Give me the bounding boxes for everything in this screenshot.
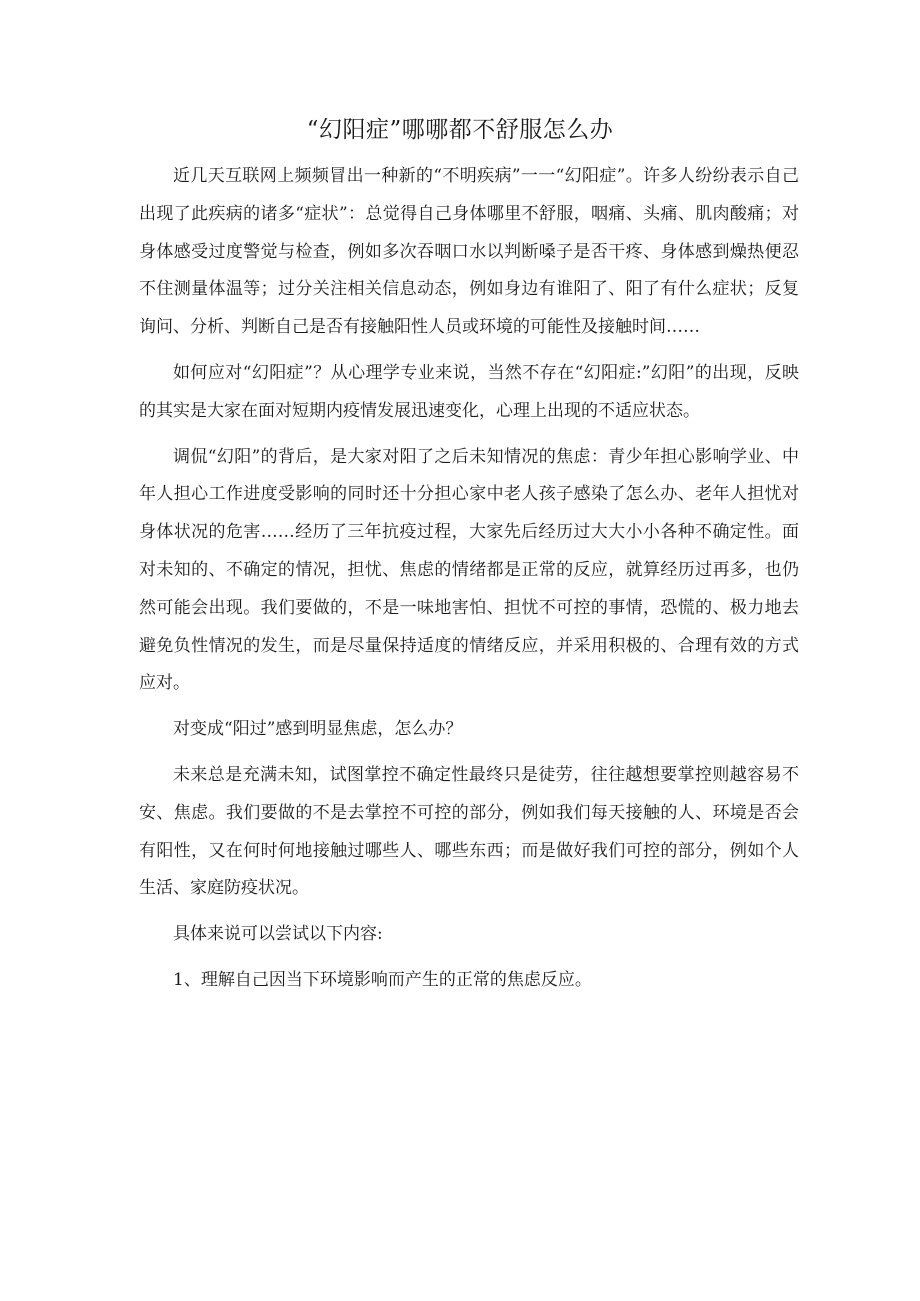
list-item: 1、理解自己因当下环境影响而产生的正常的焦虑反应。 bbox=[173, 969, 592, 990]
paragraph: 如何应对“幻阳症”？从心理学专业来说，当然不存在“幻阳症:”幻阳”的出现，反映的其实是大家在面对短期内疫情发展迅速变化，心理上出现的不适应状态。 bbox=[139, 362, 799, 421]
document-title: “幻阳症”哪哪都不舒服怎么办 bbox=[306, 117, 614, 143]
section-question: 对变成“阳过”感到明显焦虑，怎么办？ bbox=[173, 719, 463, 740]
paragraph: 调侃“幻阳”的背后，是大家对阳了之后未知情况的焦虑：青少年担心影响学业、中年人担心工作进度受影响的同时还十分担心家中老人孩子感染了怎么办、老年人担忧对身体状况的危害……经历了三年抗疫过程，大家先后经历过大大小小各种不确定性。面对未知的、不确定的情况，担忧、焦虑的情绪都是正常的反应，就算经历过再多，也仍然可能会出现。我们要做的，不是一味地害怕、担忧不可控的事情，恐慌的、极力地去避免负性情况的发生，而是尽量保持适度的情绪反应，并采用积极的、合理有效的方式应对。 bbox=[139, 446, 799, 694]
document-body bbox=[139, 158, 799, 1000]
paragraph: 具体来说可以尝试以下内容: bbox=[173, 924, 383, 945]
paragraph: 近几天互联网上频频冒出一种新的“不明疾病”一一“幻阳症”。许多人纷纷表示自己出现了此疾病的诸多“症状”：总觉得自己身体哪里不舒服，咽痛、头痛、肌肉酸痛；对身体感受过度警觉与检查，例如多次吞咽口水以判断嗓子是否干疼、身体感到燥热便忍不住测量体温等；过分关注相关信息动态，例如身边有谁阳了、阳了有什么症状；反复询问、分析、判断自己是否有接触阳性人员或环境的可能性及接触时间…… bbox=[139, 166, 799, 338]
paragraph: 未来总是充满未知，试图掌控不确定性最终只是徒劳，往往越想要掌控则越容易不安、焦虑。我们要做的不是去掌控不可控的部分，例如我们每天接触的人、环境是否会有阳性，又在何时何地接触过哪些人、哪些东西；而是做好我们可控的部分，例如个人生活、家庭防疫状况。 bbox=[139, 764, 799, 899]
